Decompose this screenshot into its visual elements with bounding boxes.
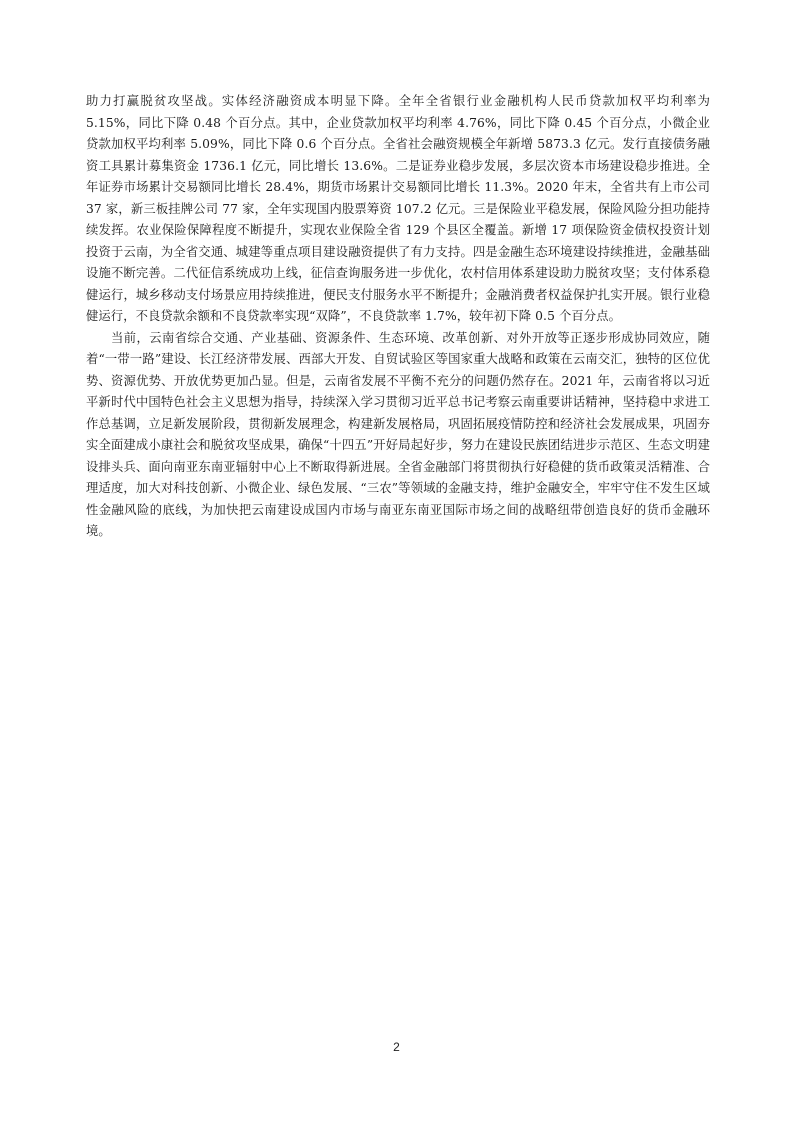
paragraph-continued: 助力打赢脱贫攻坚战。实体经济融资成本明显下降。全年全省银行业金融机构人民币贷款加权平均利率为 5.15%，同比下降 0.48 个百分点。其中，企业贷款加权平均利率 4.76%，同比下降 0.45 个百分点，小微企业贷款加权平均利率 5.09%，同比下降 0.6 个百分点。全省社会融资规模全年新增 5873.3 亿元。发行直接债务融资工具累计募集资金 1736.1 亿元，同比增长 13.6%。二是证券业稳步发展，多层次资本市场建设稳步推进。全年证券市场累计交易额同比增长 28.4%，期货市场累计交易额同比增长 11.3%。2020 年末，全省共有上市公司 37 家，新三板挂牌公司 77 家，全年实现国内股票筹资 107.2 亿元。三是保险业平稳发展，保险风险分担功能持续发挥。农业保险保障程度不断提升，实现农业保险全省 129 个县区全覆盖。新增 17 项保险资金债权投资计划投资于云南，为全省交通、城建等重点项目建设融资提供了有力支持。四是金融生态环境建设持续推进，金融基础设施不断完善。二代征信系统成功上线，征信查询服务进一步优化，农村信用体系建设助力脱贫攻坚；支付体系稳健运行，城乡移动支付场景应用持续推进，便民支付服务水平不断提升；金融消费者权益保护扎实开展。银行业稳健运行，不良贷款余额和不良贷款率实现“双降”，不良贷款率 1.7%，较年初下降 0.5 个百分点。	[86, 94, 710, 323]
page-number: 2	[393, 1040, 400, 1054]
body-text	[86, 91, 710, 543]
paragraph-outlook: 当前，云南省综合交通、产业基础、资源条件、生态环境、改革创新、对外开放等正逐步形成协同效应，随着“一带一路”建设、长江经济带发展、西部大开发、自贸试验区等国家重大战略和政策在云南交汇，独特的区位优势、资源优势、开放优势更加凸显。但是，云南省发展不平衡不充分的问题仍然存在。2021 年，云南省将以习近平新时代中国特色社会主义思想为指导，持续深入学习贯彻习近平总书记考察云南重要讲话精神，坚持稳中求进工作总基调，立足新发展阶段，贯彻新发展理念，构建新发展格局，巩固拓展疫情防控和经济社会发展成果，巩固夯实全面建成小康社会和脱贫攻坚成果，确保“十四五”开好局起好步，努力在建设民族团结进步示范区、生态文明建设排头兵、面向南亚东南亚辐射中心上不断取得新进展。全省金融部门将贯彻执行好稳健的货币政策灵活精准、合理适度，加大对科技创新、小微企业、绿色发展、“三农”等领域的金融支持，维护金融安全，牢牢守住不发生区域性金融风险的底线，为加快把云南建设成国内市场与南亚东南亚国际市场之间的战略纽带创造良好的货币金融环境。	[86, 330, 710, 538]
